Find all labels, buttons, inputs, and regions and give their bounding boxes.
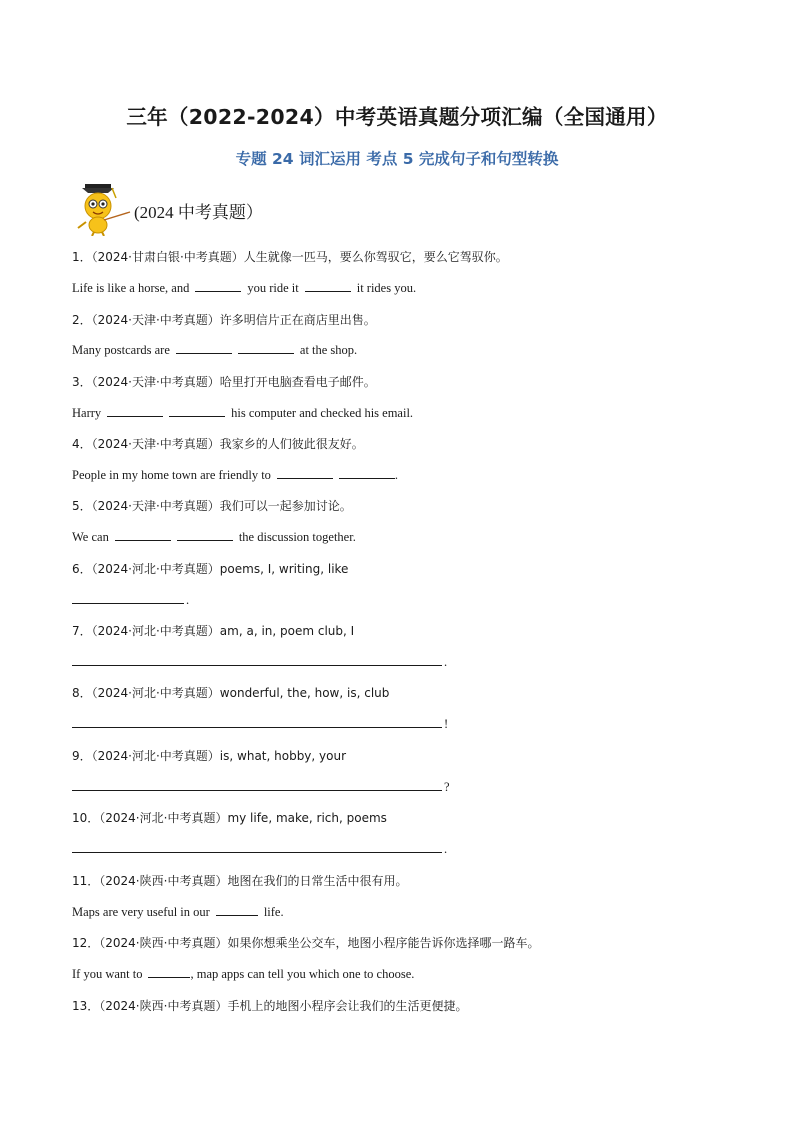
answer-text: We can [72, 530, 109, 544]
answer-line[interactable] [72, 779, 442, 791]
question-5-prompt: 5．（2024·天津·中考真题）我们可以一起参加讨论。 [72, 499, 352, 513]
answer-punctuation: . [444, 842, 448, 856]
question-5-answer [72, 529, 356, 545]
question-8-answer [72, 716, 448, 732]
section-heading [72, 182, 263, 236]
page-subtitle: 专题 24 词汇运用 考点 5 完成句子和句型转换 [235, 150, 559, 168]
answer-blank[interactable] [115, 529, 171, 541]
answer-blank[interactable] [107, 405, 163, 417]
question-7-answer [72, 654, 447, 670]
question-12-answer [72, 966, 414, 982]
answer-text: Harry [72, 406, 102, 420]
answer-text: his computer and checked his email. [231, 406, 414, 420]
answer-text: , map apps can tell you which one to choose. [190, 967, 415, 981]
page-title: 三年（2022-2024）中考英语真题分项汇编（全国通用） [126, 105, 668, 129]
answer-line[interactable] [72, 716, 442, 728]
answer-punctuation: . [444, 655, 448, 669]
question-4-answer [72, 467, 398, 483]
question-13-prompt: 13．（2024·陕西·中考真题）手机上的地图小程序会让我们的生活更便捷。 [72, 999, 468, 1013]
question-6-prompt: 6．（2024·河北·中考真题）poems, I, writing, like [72, 562, 349, 576]
answer-blank[interactable] [216, 904, 258, 916]
question-10-answer [72, 841, 447, 857]
answer-punctuation: . [186, 593, 190, 607]
answer-text: at the shop. [299, 343, 358, 357]
answer-punctuation: ? [444, 780, 450, 794]
question-1-prompt: 1．（2024·甘肃白银·中考真题）人生就像一匹马，要么你驾驭它，要么它驾驭你。 [72, 250, 508, 264]
answer-punctuation: ! [444, 717, 449, 731]
answer-blank[interactable] [238, 342, 294, 354]
answer-line[interactable] [72, 592, 184, 604]
question-8-prompt: 8．（2024·河北·中考真题）wonderful, the, how, is, club [72, 686, 390, 700]
question-11-prompt: 11．（2024·陕西·中考真题）地图在我们的日常生活中很有用。 [72, 874, 408, 888]
question-2-prompt: 2．（2024·天津·中考真题）许多明信片正在商店里出售。 [72, 313, 376, 327]
question-2-answer [72, 342, 357, 358]
answer-text: Life is like a horse, and [72, 281, 190, 295]
answer-line[interactable] [72, 841, 442, 853]
question-9-prompt: 9．（2024·河北·中考真题）is, what, hobby, your [72, 749, 347, 763]
question-3-answer [72, 405, 413, 421]
question-4-prompt: 4．（2024·天津·中考真题）我家乡的人们彼此很友好。 [72, 437, 364, 451]
question-10-prompt: 10．（2024·河北·中考真题）my life, make, rich, poems [72, 811, 387, 825]
answer-blank[interactable] [305, 280, 351, 292]
answer-blank[interactable] [277, 467, 333, 479]
answer-text: People in my home town are friendly to [72, 468, 271, 482]
question-3-prompt: 3．（2024·天津·中考真题）哈里打开电脑查看电子邮件。 [72, 375, 376, 389]
question-9-answer [72, 779, 450, 795]
question-11-answer [72, 904, 284, 920]
answer-blank[interactable] [148, 966, 190, 978]
section-label: (2024 中考真题） [134, 202, 263, 222]
answer-text: If you want to [72, 967, 143, 981]
answer-blank[interactable] [339, 467, 395, 479]
answer-text: Many postcards are [72, 343, 170, 357]
question-6-answer [72, 592, 189, 608]
answer-line[interactable] [72, 654, 442, 666]
answer-text: it rides you. [356, 281, 417, 295]
answer-text: . [394, 468, 399, 482]
graduate-mascot-icon [72, 182, 132, 236]
answer-blank[interactable] [195, 280, 241, 292]
answer-blank[interactable] [176, 342, 232, 354]
answer-text: you ride it [247, 281, 299, 295]
question-1-answer [72, 280, 416, 296]
question-12-prompt: 12．（2024·陕西·中考真题）如果你想乘坐公交车，地图小程序能告诉你选择哪一路车。 [72, 936, 540, 950]
answer-blank[interactable] [169, 405, 225, 417]
answer-text: the discussion together. [238, 530, 356, 544]
answer-text: Maps are very useful in our [72, 905, 210, 919]
question-7-prompt: 7．（2024·河北·中考真题）am, a, in, poem club, I [72, 624, 355, 638]
answer-blank[interactable] [177, 529, 233, 541]
answer-text: life. [263, 905, 284, 919]
